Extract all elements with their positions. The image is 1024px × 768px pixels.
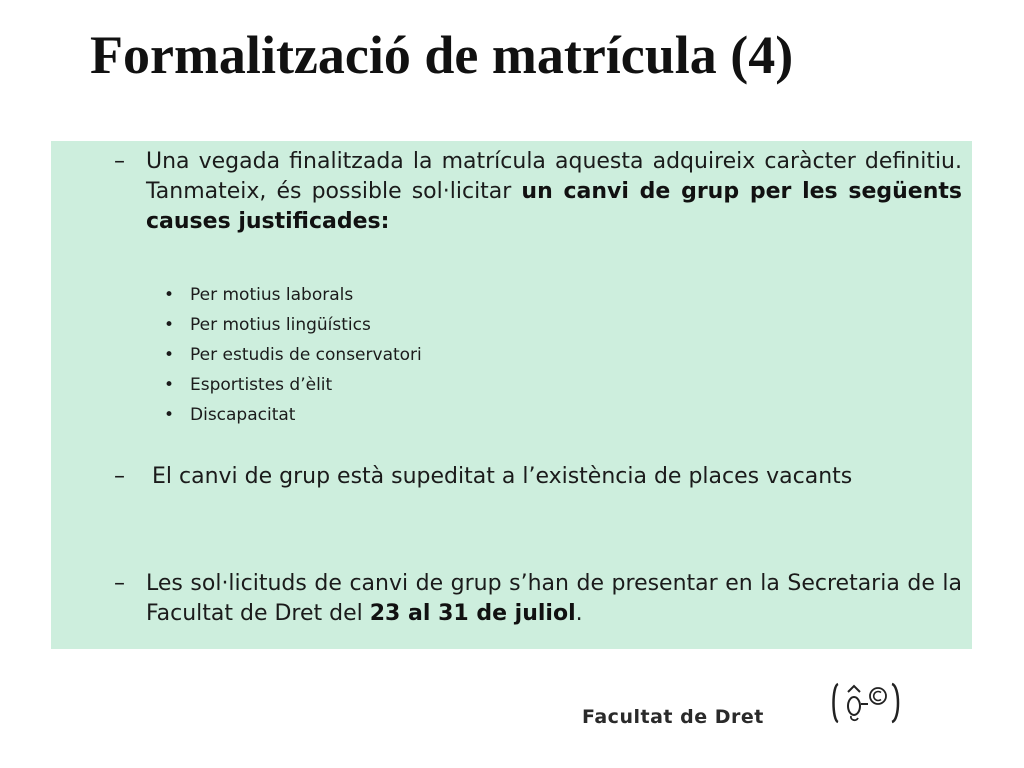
bullet-text: Per motius lingüístics xyxy=(190,315,371,335)
list-item xyxy=(164,340,422,370)
justified-causes-list xyxy=(164,280,422,430)
page-title: Formalització de matrícula (4) xyxy=(90,25,794,85)
dash-marker: – xyxy=(114,464,125,489)
item-text: El canvi de grup està supeditat a l’existència de places vacants xyxy=(152,464,853,489)
faculty-seal-icon xyxy=(828,680,904,726)
item-text-bold: un canvi de grup per les següents causes justificades: xyxy=(146,179,963,234)
bullet-text: Discapacitat xyxy=(190,405,296,425)
list-item xyxy=(164,370,422,400)
bullet-icon: • xyxy=(164,375,175,395)
dash-marker: – xyxy=(114,571,125,596)
list-item-vacancies xyxy=(114,462,962,492)
list-item xyxy=(164,280,422,310)
item-text-bold: 23 al 31 de juliol xyxy=(369,601,576,626)
bullet-text: Per estudis de conservatori xyxy=(190,345,422,365)
item-text-end: . xyxy=(575,601,583,626)
bullet-icon: • xyxy=(164,315,175,335)
item-text: Una vegada finalitzada la matrícula aquesta adquireix caràcter definitiu. Tanmateix, és possible sol·licitar xyxy=(146,149,962,204)
bullet-icon: • xyxy=(164,405,175,425)
bullet-icon: • xyxy=(164,285,175,305)
footer-faculty-label: Facultat de Dret xyxy=(582,706,764,728)
item-text: Les sol·licituds de canvi de grup s’han de presentar en la Secretaria de la Facultat de Dret del xyxy=(146,571,962,626)
list-item-submission xyxy=(114,569,962,629)
bullet-text: Esportistes d’èlit xyxy=(190,375,333,395)
list-item xyxy=(164,400,422,430)
bullet-icon: • xyxy=(164,345,175,365)
list-item xyxy=(164,310,422,340)
dash-marker: – xyxy=(114,149,125,174)
list-item-group-change xyxy=(114,147,962,237)
bullet-text: Per motius laborals xyxy=(190,285,354,305)
